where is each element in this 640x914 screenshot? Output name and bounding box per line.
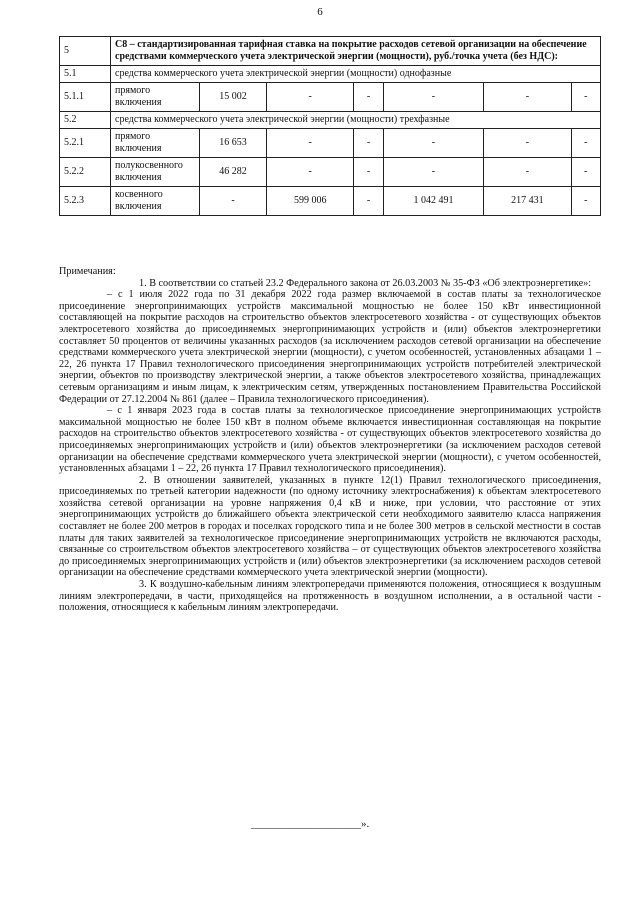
- header-num: 5: [60, 37, 111, 66]
- row-value: -: [200, 187, 267, 216]
- row-num: 5.2.2: [60, 158, 111, 187]
- table-row: [60, 187, 601, 216]
- row-value: -: [354, 158, 383, 187]
- row-value: -: [267, 83, 354, 112]
- row-value: -: [484, 129, 571, 158]
- row-value: -: [354, 83, 383, 112]
- row-value: -: [267, 129, 354, 158]
- section-row: [60, 66, 601, 83]
- notes-section: [59, 266, 601, 614]
- row-value: -: [484, 158, 571, 187]
- row-value: -: [383, 83, 483, 112]
- tariff-table: [59, 36, 601, 216]
- section-title: средства коммерческого учета электрической энергии (мощности) трехфазные: [111, 112, 601, 129]
- row-value: 599 006: [267, 187, 354, 216]
- row-num: 5.2.1: [60, 129, 111, 158]
- page-number: 6: [317, 6, 323, 18]
- closing-line: ____________________».: [251, 818, 370, 830]
- row-value: -: [571, 83, 600, 112]
- row-value: -: [571, 187, 600, 216]
- note-1-item-b: – с 1 января 2023 года в состав платы за технологическое присоединение энергопринимающих устройств максимальной мощностью не более 150 кВт в полном объеме включается инвестиционная составляющая на покрытие расходов на строительство объектов электросетевого хозяйства - от существующих объектов электросетевого хозяйства до присоединяемых энергопринимающих устройств и (или) объектов электроэнергетики (за исключением расходов сетевой организации на обеспечение средствами коммерческого учета электрической энергии (мощности), с учетом особенностей, установленных абзацами 1 – 22, 26 пункта 17 Правил технологического присоединения).: [59, 405, 601, 475]
- row-label: прямого включения: [111, 129, 200, 158]
- table-header-row: [60, 37, 601, 66]
- row-value: 15 002: [200, 83, 267, 112]
- section-row: [60, 112, 601, 129]
- table-row: [60, 83, 601, 112]
- row-value: -: [571, 129, 600, 158]
- section-num: 5.2: [60, 112, 111, 129]
- row-value: -: [354, 187, 383, 216]
- row-num: 5.1.1: [60, 83, 111, 112]
- row-value: -: [571, 158, 600, 187]
- row-label: полукосвенного включения: [111, 158, 200, 187]
- note-2: 2. В отношении заявителей, указанных в пункте 12(1) Правил технологического присоединения, присоединяемых по третьей категории надежности (по одному источнику электроснабжения) к объектам электросетевого хозяйства сетевой организации на уровне напряжения 0,4 кВ и ниже, при условии, что расстояние от этих энергопринимающих устройств до ближайшего объекта электрической сети необходимого заявителю класса напряжения составляет не более 200 метров в городах и поселках городского типа и не более 300 метров в сельской местности в состав платы для таких заявителей за технологическое присоединение энергопринимающих устройств не включаются расходы, связанные со строительством объектов электросетевого хозяйства – от существующих объектов электросетевого хозяйства до присоединяемых энергопринимающих устройств и (или) объектов электроэнергетики (за исключением расходов сетевой организации на обеспечение средствами коммерческого учета электрической энергии (мощности).: [59, 474, 601, 579]
- row-value: 217 431: [484, 187, 571, 216]
- row-value: -: [383, 158, 483, 187]
- header-text: С8 – стандартизированная тарифная ставка на покрытие расходов сетевой организации на обеспечение средствами коммерческого учета электрической энергии (мощности), руб./точка учета (без НДС):: [111, 37, 601, 66]
- row-value: 46 282: [200, 158, 267, 187]
- row-value: 1 042 491: [383, 187, 483, 216]
- row-value: -: [267, 158, 354, 187]
- note-1: 1. В соответствии со статьей 23.2 Федерального закона от 26.03.2003 № 35-ФЗ «Об электроэнергетике»:: [139, 277, 592, 289]
- section-num: 5.1: [60, 66, 111, 83]
- row-value: -: [354, 129, 383, 158]
- row-value: -: [484, 83, 571, 112]
- notes-heading: Примечания:: [59, 266, 116, 277]
- row-value: 16 653: [200, 129, 267, 158]
- row-label: прямого включения: [111, 83, 200, 112]
- row-value: -: [383, 129, 483, 158]
- row-label: косвенного включения: [111, 187, 200, 216]
- table-row: [60, 158, 601, 187]
- note-1-item-a: – с 1 июля 2022 года по 31 декабря 2022 года размер включаемой в состав платы за технологическое присоединение энергопринимающих устройств максимальной мощностью не более 150 кВт инвестиционной составляющей на покрытие расходов на строительство объектов электросетевого хозяйства - от существующих объектов электросетевого хозяйства до присоединяемых энергопринимающих устройств и (или) объектов электроэнергетики составляет 50 процентов от величины указанных расходов (за исключением расходов сетевой организации на обеспечение средствами коммерческого учета электрической энергии (мощности), с учетом особенностей, установленных абзацами 1 – 22, 26 пункта 17 Правил технологического присоединения энергопринимающих устройств потребителей электрической энергии, объектов по производству электрической энергии, а также объектов электросетевого хозяйства, принадлежащих сетевым организациям и иным лицам, к электрическим сетям, утвержденных постановлением Правительства Российской Федерации от 27.12.2004 № 861 (далее – Правила технологического присоединения).: [59, 289, 601, 405]
- section-title: средства коммерческого учета электрической энергии (мощности) однофазные: [111, 66, 601, 83]
- row-num: 5.2.3: [60, 187, 111, 216]
- table-row: [60, 129, 601, 158]
- note-3: 3. К воздушно-кабельным линиям электропередачи применяются положения, относящиеся к воздушным линиям электропередачи, в части, приходящейся на протяженность в воздушном исполнении, а в остальной части - положения, относящиеся к кабельным линиям электропередачи.: [59, 579, 601, 614]
